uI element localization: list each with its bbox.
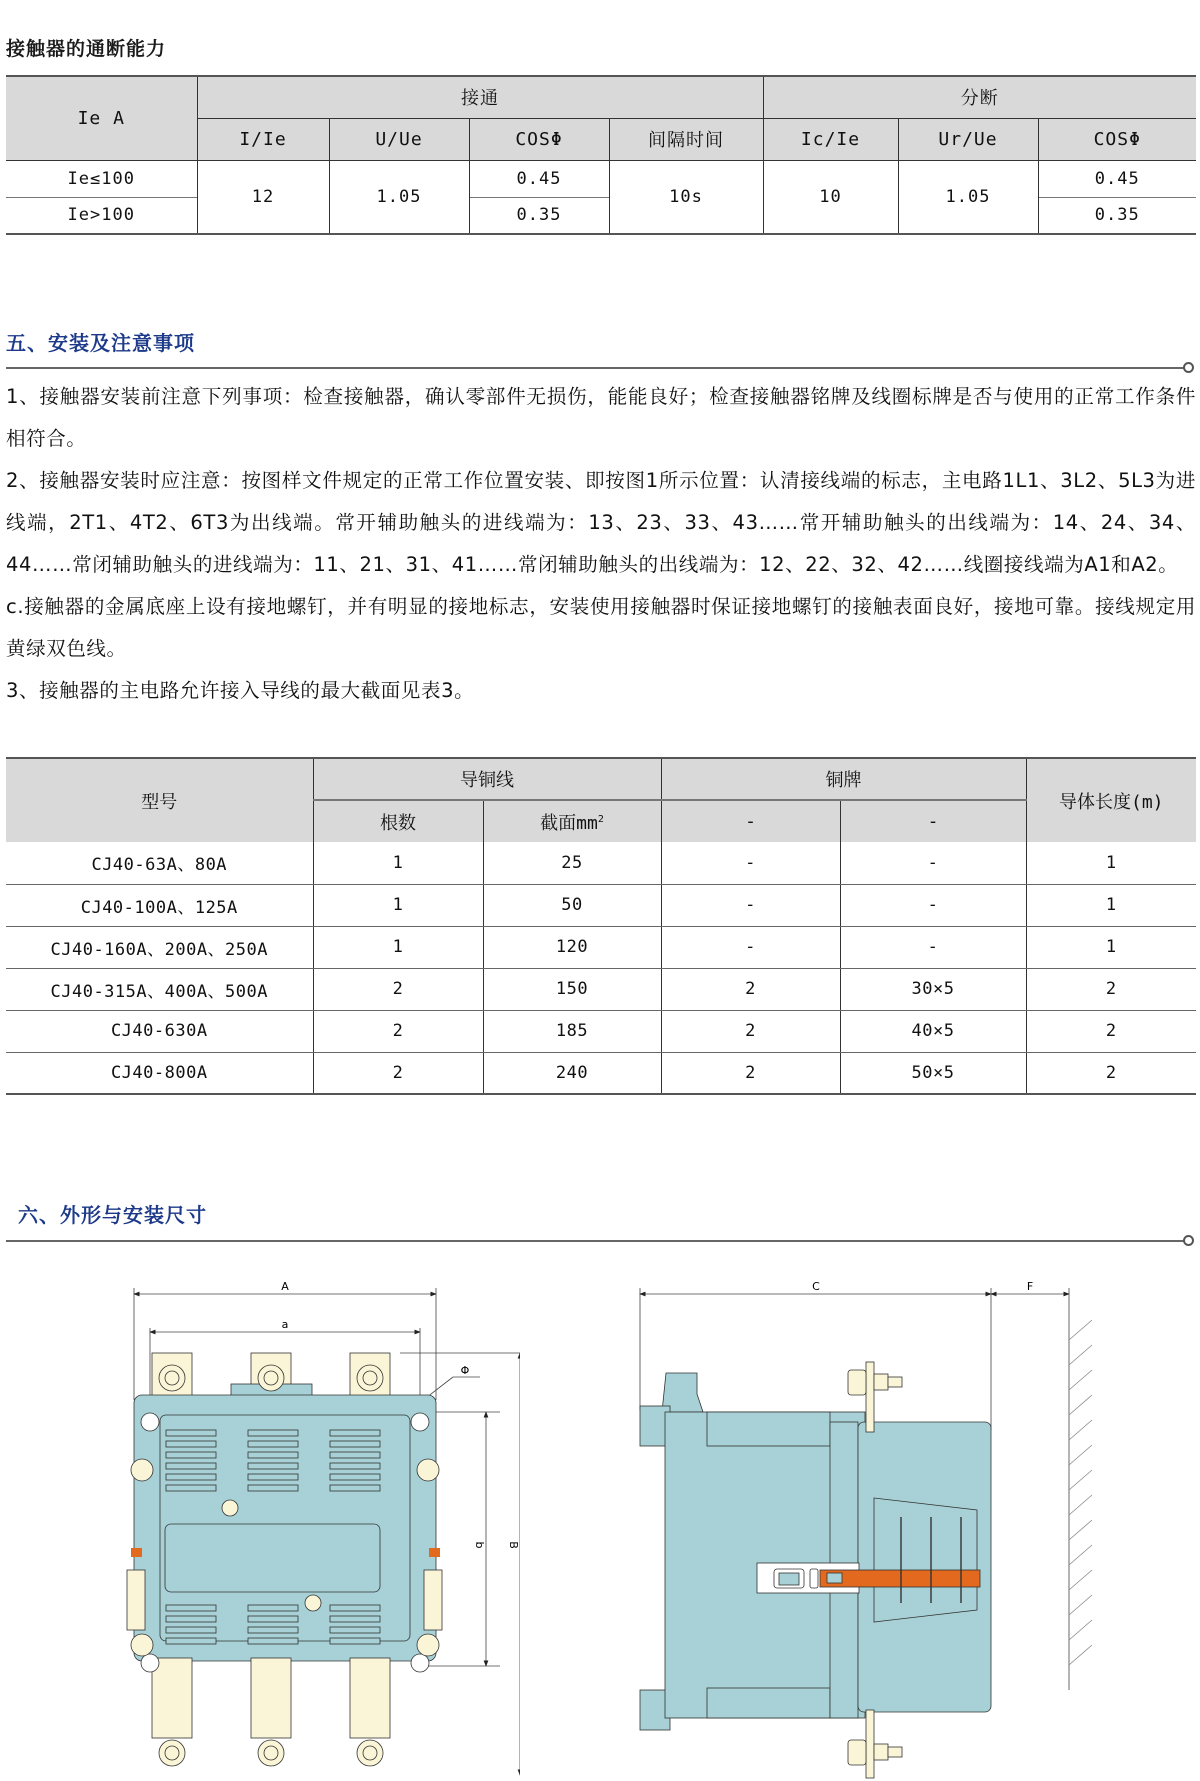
length-cell: 2 [1026, 1052, 1196, 1094]
model-cell: CJ40-630A [6, 1010, 313, 1052]
col-break-cos: COSΦ [1038, 118, 1196, 160]
paragraph-2: 2、接触器安装时应注意：按图样文件规定的正常工作位置安装、即按图1所示位置：认清接线端的标志，主电路1L1、3L2、5L3为进线端，2T1、4T2、6T3为出线端。常开辅助触头的进线端为：13、23、33、43……常开辅助触头的出线端为：14、24、34、44……常闭辅助触头的进线端为：11、21、31、41……常闭辅助触头的出线端为：12、22、32、42……线圈接线端为A1和A2。 [6, 469, 1196, 576]
bar2-cell: 30×5 [840, 968, 1026, 1010]
section6-divider [6, 1240, 1186, 1242]
section5-heading: 五、安装及注意事项 [6, 331, 195, 355]
dim-label-B: B [507, 1541, 520, 1549]
ie-cell: Ie>100 [6, 197, 197, 234]
paragraph-3: 3、接触器的主电路允许接入导线的最大截面见表3。 [6, 679, 475, 702]
col-wire-section [483, 800, 661, 842]
col-ie: Ie A [6, 76, 197, 160]
paragraph-1: 1、接触器安装前注意下列事项：检查接触器，确认零部件无损伤，能能良好；检查接触器铭牌及线圈标牌是否与使用的正常工作条件相符合。 [6, 385, 1196, 450]
bar2-cell: 40×5 [840, 1010, 1026, 1052]
count-cell: 2 [313, 968, 483, 1010]
col-ur-ue: Ur/Ue [898, 118, 1038, 160]
count-cell: 2 [313, 1052, 483, 1094]
dim-label-b: b [473, 1541, 486, 1549]
table1-title: 接触器的通断能力 [6, 38, 167, 60]
bar1-cell: 2 [661, 1052, 840, 1094]
bar2-cell: - [840, 884, 1026, 926]
bar1-cell: 2 [661, 968, 840, 1010]
group-copper-wire: 导铜线 [313, 758, 661, 800]
dim-label-F: F [1026, 1280, 1034, 1293]
section-cell: 120 [483, 926, 661, 968]
divider-end-circle-icon [1183, 1235, 1194, 1246]
side-view-diagram [630, 1270, 1100, 1780]
table-row [6, 160, 1196, 197]
dim-label-a: a [281, 1318, 289, 1331]
front-view-diagram [120, 1270, 520, 1780]
bar1-cell: 2 [661, 1010, 840, 1052]
make-cos-cell: 0.35 [469, 197, 609, 234]
table-row [6, 968, 1196, 1010]
model-cell: CJ40-100A、125A [6, 884, 313, 926]
bar2-cell: - [840, 842, 1026, 884]
make-i-ie-cell: 12 [197, 160, 329, 234]
col-i-ie: I/Ie [197, 118, 329, 160]
length-cell: 2 [1026, 1010, 1196, 1052]
col-wire-count: 根数 [313, 800, 483, 842]
section5-divider [6, 367, 1186, 369]
length-cell: 1 [1026, 884, 1196, 926]
breaking-capacity-table [6, 75, 1196, 235]
section-cell: 25 [483, 842, 661, 884]
count-cell: 1 [313, 842, 483, 884]
section-cell: 240 [483, 1052, 661, 1094]
bar1-cell: - [661, 926, 840, 968]
make-cos-cell: 0.45 [469, 160, 609, 197]
break-cos-cell: 0.35 [1038, 197, 1196, 234]
section-cell: 150 [483, 968, 661, 1010]
count-cell: 2 [313, 1010, 483, 1052]
section-cell: 50 [483, 884, 661, 926]
contactor-front-body [127, 1353, 442, 1738]
make-u-ue-cell: 1.05 [329, 160, 469, 234]
col-bar-2: - [840, 800, 1026, 842]
table-row [6, 842, 1196, 884]
dim-label-phi: Φ [460, 1364, 470, 1377]
table-row [6, 1052, 1196, 1094]
contactor-side-body [640, 1373, 991, 1730]
break-cos-cell: 0.45 [1038, 160, 1196, 197]
table-row [6, 884, 1196, 926]
group-break: 分断 [763, 76, 1196, 118]
section5-body [6, 376, 1196, 712]
count-cell: 1 [313, 926, 483, 968]
bar2-cell: 50×5 [840, 1052, 1026, 1094]
col-make-cos: COSΦ [469, 118, 609, 160]
wire-section-table [6, 757, 1196, 1095]
ie-cell: Ie≤100 [6, 160, 197, 197]
mounting-wall-hatch [1069, 1320, 1092, 1665]
model-cell: CJ40-315A、400A、500A [6, 968, 313, 1010]
col-model: 型号 [6, 758, 313, 842]
length-cell: 1 [1026, 842, 1196, 884]
col-u-ue: U/Ue [329, 118, 469, 160]
count-cell: 1 [313, 884, 483, 926]
wire-section-sup: 2 [597, 813, 604, 825]
break-ur-ue-cell: 1.05 [898, 160, 1038, 234]
table-row [6, 1010, 1196, 1052]
dim-label-C: C [812, 1280, 820, 1293]
length-cell: 2 [1026, 968, 1196, 1010]
paragraph-c: c.接触器的金属底座上设有接地螺钉，并有明显的接地标志，安装使用接触器时保证接地螺钉的接触表面良好，接地可靠。接线规定用黄绿双色线。 [6, 595, 1196, 660]
wire-section-label: 截面mm [540, 812, 598, 834]
group-copper-bar: 铜牌 [661, 758, 1026, 800]
section6-heading: 六、外形与安装尺寸 [18, 1203, 207, 1227]
model-cell: CJ40-800A [110, 1062, 208, 1083]
model-cell: CJ40-160A、200A、250A [6, 926, 313, 968]
model-cell: CJ40-63A、80A [6, 842, 313, 884]
dim-label-A: A [281, 1280, 289, 1293]
bar1-cell: - [661, 842, 840, 884]
col-ic-ie: Ic/Ie [763, 118, 898, 160]
length-cell: 1 [1026, 926, 1196, 968]
bar2-cell: - [840, 926, 1026, 968]
break-ic-ie-cell: 10 [763, 160, 898, 234]
table-row [6, 926, 1196, 968]
interval-cell: 10s [609, 160, 763, 234]
section-cell: 185 [483, 1010, 661, 1052]
divider-end-circle-icon [1183, 362, 1194, 373]
col-interval: 间隔时间 [609, 118, 763, 160]
col-bar-1: - [661, 800, 840, 842]
bar1-cell: - [661, 884, 840, 926]
group-make: 接通 [197, 76, 763, 118]
col-conductor-length: 导体长度(m) [1026, 758, 1196, 842]
